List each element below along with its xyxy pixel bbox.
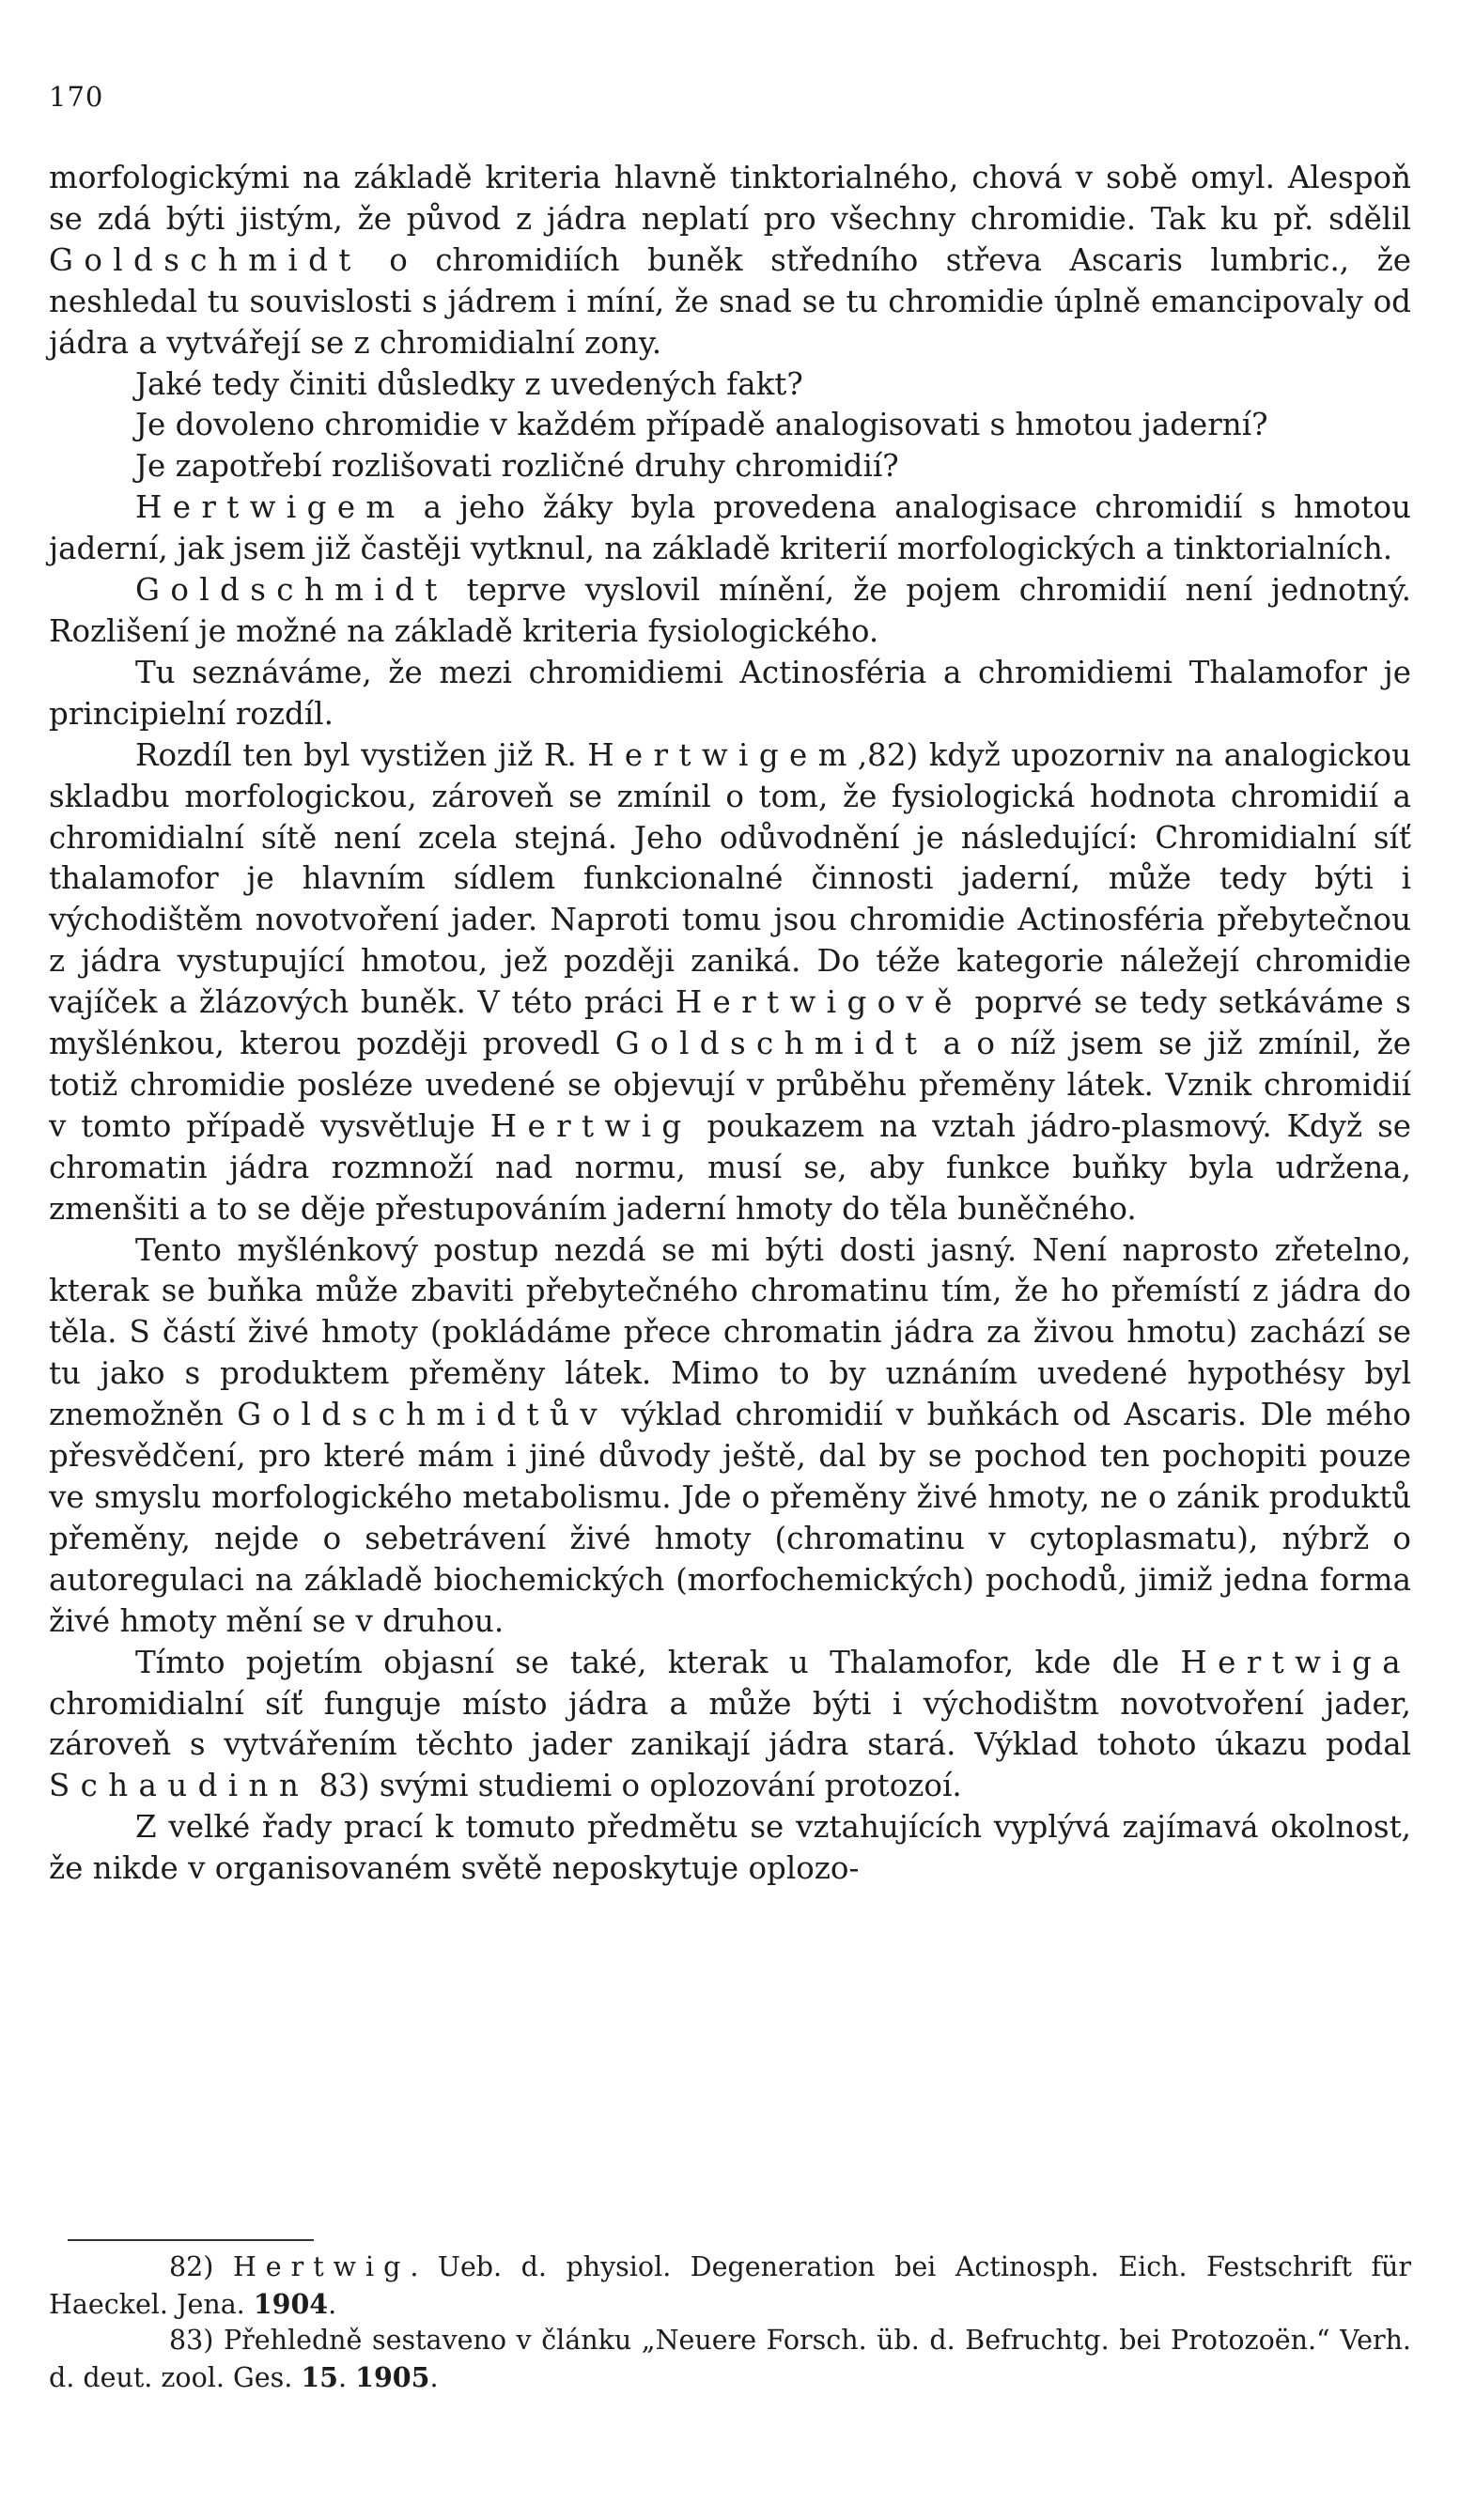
- spaced-name: Goldschmidtův: [237, 1397, 608, 1433]
- paragraph: [49, 653, 1411, 735]
- footnote: [49, 2249, 1411, 2323]
- paragraph: [49, 405, 1411, 446]
- spaced-name: Hertwigově: [675, 984, 963, 1021]
- body-text: [49, 158, 1411, 1890]
- spaced-name: Hertwigem: [587, 736, 858, 773]
- text-run: Tu seznáváme, že mezi chromidiemi Actinosféria a chromidiemi Thalamofor je principielní rozdíl.: [49, 654, 1411, 732]
- text-run: výklad chromidií v buňkách od Ascaris. Dle mého přesvědčení, pro které mám i jiné důvody ještě, dal by se pochod ten pochopiti pouze ve smyslu morfologického metabolismu. Jde o přeměny živé hmoty, ne o zánik produktů přeměny, nejde o sebetrávení živé hmoty (chromatinu v cytoplasmatu), nýbrž o autoregulaci na základě biochemických (morfochemických) pochodů, jimiž jedna forma živé hmoty mění se v druhou.: [49, 1397, 1411, 1639]
- text-run: Rozdíl ten byl vystižen již R.: [135, 736, 588, 773]
- text-run: . Ueb. d. physiol. Degeneration bei Actinosph. Eich. Festschrift für Haeckel. Jena.: [49, 2251, 1412, 2320]
- paragraph: [49, 1643, 1411, 1808]
- footnote-reference: ,82): [857, 736, 919, 773]
- spaced-name: Hertwig: [489, 1107, 692, 1144]
- spaced-name: Hertwig: [232, 2251, 411, 2282]
- text-run: .: [338, 2361, 356, 2393]
- bold-number: 1904: [253, 2287, 329, 2320]
- paragraph: [49, 487, 1411, 570]
- bold-number: 1905: [355, 2360, 430, 2393]
- paragraph: [49, 1807, 1411, 1890]
- text-run: [213, 2251, 233, 2282]
- text-run: o chromidiích buněk středního střeva Ascaris lumbric., že neshledal tu souvislosti s jádrem i míní, že snad se tu chromidie úplně emancipovaly od jádra a vytvářejí se z chromidialní zony.: [49, 241, 1411, 361]
- text-run: morfologickými na základě kriteria hlavně tinktorialného, chová v sobě omyl. Alespoň se zdá býti jistým, že původ z jádra neplatí pro všechny chromidie. Tak ku př. sdělil: [49, 160, 1411, 237]
- text-run: .: [429, 2361, 439, 2393]
- footnote-reference: 83): [169, 2325, 214, 2357]
- text-run: chromidialní síť funguje místo jádra a může býti i východištm novotvoření jader, zároveň s vytvářením těchto jader zanikají jádra stará. Výklad tohoto úkazu podal: [49, 1685, 1411, 1763]
- text-run: a o níž jsem se již zmínil, že totiž chromidie posléze uvedené se objevují v průběhu přeměny látek. Vznik chromidií v tomto případě vysvětluje: [49, 1026, 1411, 1144]
- footnote: [49, 2323, 1411, 2396]
- bold-number: 15: [301, 2360, 339, 2393]
- text-run: když upozorniv na analogickou skladbu morfologickou, zároveň se zmínil o tom, že fysiologická hodnota chromidií a chromidialní sítě není zcela stejná. Jeho odůvodnění je následující: Chromidialní síť thalamofor je hlavním sídlem funkcionalné činnosti jaderní, může tedy býti i východištěm novotvoření jader. Naproti tomu jsou chromidie Actinosféria přebytečnou z jádra vystupující hmotou, jež později zaniká. Do téže kategorie náležejí chromidie vajíček a žlázových buněk. V této práci: [49, 736, 1411, 1021]
- paragraph: [49, 1230, 1411, 1643]
- paragraph: [49, 446, 1411, 487]
- text-run: Z velké řady prací k tomuto předmětu se vztahujících vyplývá zajímavá okolnost, že nikde v organisovaném světě neposkytuje oplozo-: [49, 1809, 1411, 1887]
- text-run: poprvé se tedy setkáváme s myšlénkou, kterou později provedl: [49, 984, 1411, 1062]
- spaced-name: Schaudinn: [49, 1768, 310, 1804]
- text-run: Jaké tedy činiti důsledky z uvedených fakt?: [135, 365, 803, 402]
- text-run: poukazem na vztah jádro-plasmový. Když se chromatin jádra rozmnoží nad normu, musí se, aby funkce buňky byla udržena, zmenšiti a to se děje přestupováním jaderní hmoty do těla buněčného.: [49, 1107, 1411, 1227]
- spaced-name: Goldschmidt: [49, 241, 362, 278]
- paragraph: [49, 735, 1411, 1230]
- paragraph: [49, 158, 1411, 364]
- text-run: Tento myšlénkový postup nezdá se mi býti dosti jasný. Není naprosto zřetelno, kterak se buňka může zbaviti přebytečného chromatinu tím, že ho přemístí z jádra do těla. S částí živé hmoty (pokládáme přece chromatin jádra za živou hmotu) zachází se tu jako s produktem přeměny látek. Mimo to by uznáním uvedené hypothésy byl znemožněn: [49, 1231, 1411, 1433]
- paragraph: [49, 364, 1411, 406]
- text-run: Je zapotřebí rozlišovati rozličné druhy chromidií?: [135, 448, 899, 485]
- paragraph: [49, 570, 1411, 653]
- text-run: Přehledně sestaveno v článku „Neuere Forsch. üb. d. Befruchtg. bei Protozoën.“ Verh. d. deut. zool. Ges.: [49, 2325, 1411, 2393]
- spaced-name: Goldschmidt: [135, 572, 448, 609]
- page-number: 170: [49, 81, 104, 113]
- text-run: a jeho žáky byla provedena analogisace chromidií s hmotou jaderní, jak jsem již častěji vytknul, na základě kriterií morfologických a tinktorialních.: [49, 489, 1411, 567]
- footnote-reference: 82): [169, 2251, 214, 2282]
- spaced-name: Hertwiga: [1180, 1644, 1411, 1680]
- text-run: Tímto pojetím objasní se také, kterak u Thalamofor, kde dle: [135, 1644, 1181, 1680]
- text-run: .: [328, 2288, 337, 2320]
- spaced-name: Hertwigem: [135, 489, 406, 526]
- footnote-divider: [68, 2239, 314, 2241]
- text-run: teprve vyslovil mínění, že pojem chromidií není jednotný. Rozlišení je možné na základě kriteria fysiologického.: [49, 572, 1411, 649]
- spaced-name: Goldschmidt: [614, 1026, 928, 1062]
- text-run: Je dovoleno chromidie v každém případě analogisovati s hmotou jaderní?: [135, 407, 1268, 443]
- footnotes: [49, 2249, 1411, 2396]
- footnote-reference: 83): [309, 1768, 370, 1804]
- text-run: svými studiemi o oplozování protozoí.: [369, 1768, 962, 1804]
